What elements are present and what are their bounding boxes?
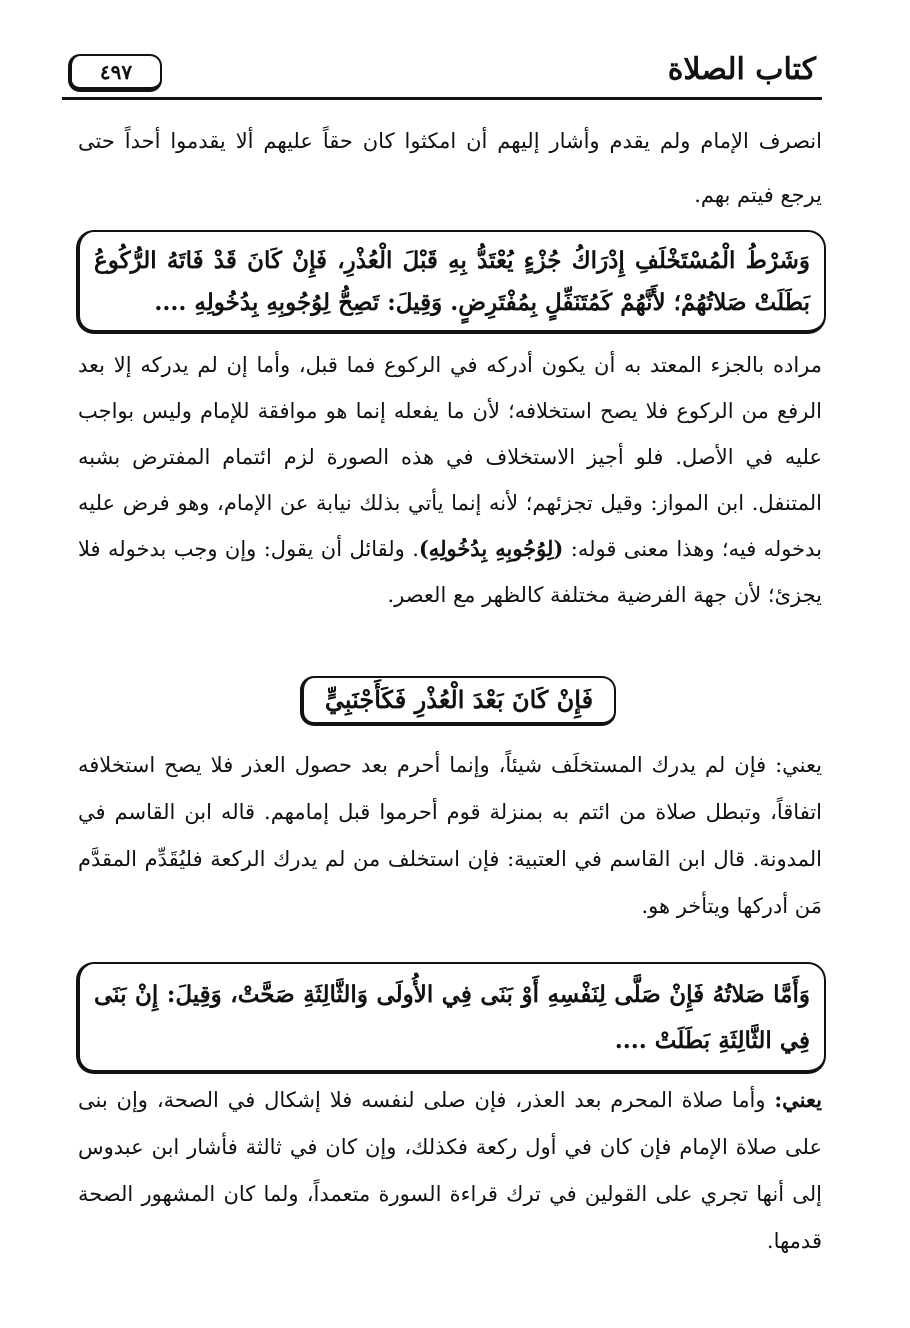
paragraph-lead: يعني: bbox=[774, 1087, 822, 1112]
paragraph-text: وأما صلاة المحرم بعد العذر، فإن صلى لنفسه فلا إشكال في الصحة، وإن بنى على صلاة الإمام فإن كان في أول ركعة فكذلك، وإن كان في ثالثة فأشار ابن عبدوس إلى أنها تجري على القولين في ترك قراءة السورة متعمداً، ولما كان المشهور الصحة قدمها. bbox=[78, 1088, 822, 1253]
header-rule bbox=[62, 97, 822, 100]
matn-text: فَإِنْ كَانَ بَعْدَ الْعُذْرِ فَكَأَجْنَبِيٍّ bbox=[324, 685, 594, 714]
matn-text: وَأَمَّا صَلاتُهُ فَإِنْ صَلَّى لِنَفْسِهِ أَوْ بَنَى فِي الأُولَى وَالثَّالِثَةِ صَحَّتْ، وَقِيلَ: إِنْ بَنَى فِي الثَّالِثَةِ بَطَلَتْ .... bbox=[94, 981, 810, 1054]
matn-box bbox=[76, 962, 826, 1074]
commentary-paragraph bbox=[78, 114, 822, 222]
book-title: كتاب الصلاة bbox=[667, 52, 816, 87]
quoted-matn: (لِوُجُوبِهِ بِدُخُولِهِ) bbox=[418, 536, 564, 561]
matn-box bbox=[300, 676, 616, 726]
paragraph-text: مراده بالجزء المعتد به أن يكون أدركه في الركوع فما قبل، وأما إن لم يدركه إلا بعد الرفع من الركوع فلا يصح استخلافه؛ لأن ما يفعله إنما هو موافقة للإمام وليس بواجب عليه في الأصل. فلو أجيز الاستخلاف في هذه الصورة لزم ائتمام المفترض بشبه المتنفل. ابن المواز: وقيل تجزئهم؛ لأنه إنما يأتي بذلك نيابة عن الإمام، وهو فرض عليه بدخوله فيه؛ وهذا معنى قوله: bbox=[78, 353, 823, 561]
matn-text: وَشَرْطُ الْمُسْتَخْلَفِ إِدْرَاكُ جُزْءٍ يُعْتَدُّ بِهِ قَبْلَ الْعُذْرِ، فَإِنْ كَانَ قَدْ فَاتَهُ الرُّكُوعُ بَطَلَتْ صَلاتُهُمْ؛ لأَنَّهُمْ كَمُتَنَفِّلٍ بِمُفْتَرِضٍ. وَقِيلَ: تَصِحُّ لِوُجُوبِهِ بِدُخُولِهِ .... bbox=[94, 247, 810, 316]
page-header bbox=[62, 48, 822, 100]
matn-box bbox=[76, 230, 826, 334]
paragraph-text: انصرف الإمام ولم يقدم وأشار إليهم أن امكثوا كان حقاً عليهم ألا يقدموا أحداً حتى يرجع فيتم بهم. bbox=[78, 129, 822, 207]
page-number: ٤٩٧ bbox=[68, 54, 162, 92]
paragraph-text: . ولقائل أن يقول: وإن وجب بدخوله فلا يجزئ؛ لأن جهة الفرضية مختلفة كالظهر مع العصر. bbox=[78, 537, 822, 607]
paragraph-text: يعني: فإن لم يدرك المستخلَف شيئاً، وإنما أحرم بعد حصول العذر فلا يصح استخلافه اتفاقاً، وتبطل صلاة من ائتم به بمنزلة قوم أحرموا قبل إمامهم. قاله ابن القاسم في المدونة. قال ابن القاسم في العتبية: فإن استخلف من لم يدرك الركعة فليُقَدِّم المقدَّم مَن أدركها ويتأخر هو. bbox=[78, 753, 822, 918]
commentary-paragraph bbox=[78, 1076, 822, 1265]
commentary-paragraph bbox=[78, 742, 822, 930]
commentary-paragraph bbox=[78, 342, 822, 618]
